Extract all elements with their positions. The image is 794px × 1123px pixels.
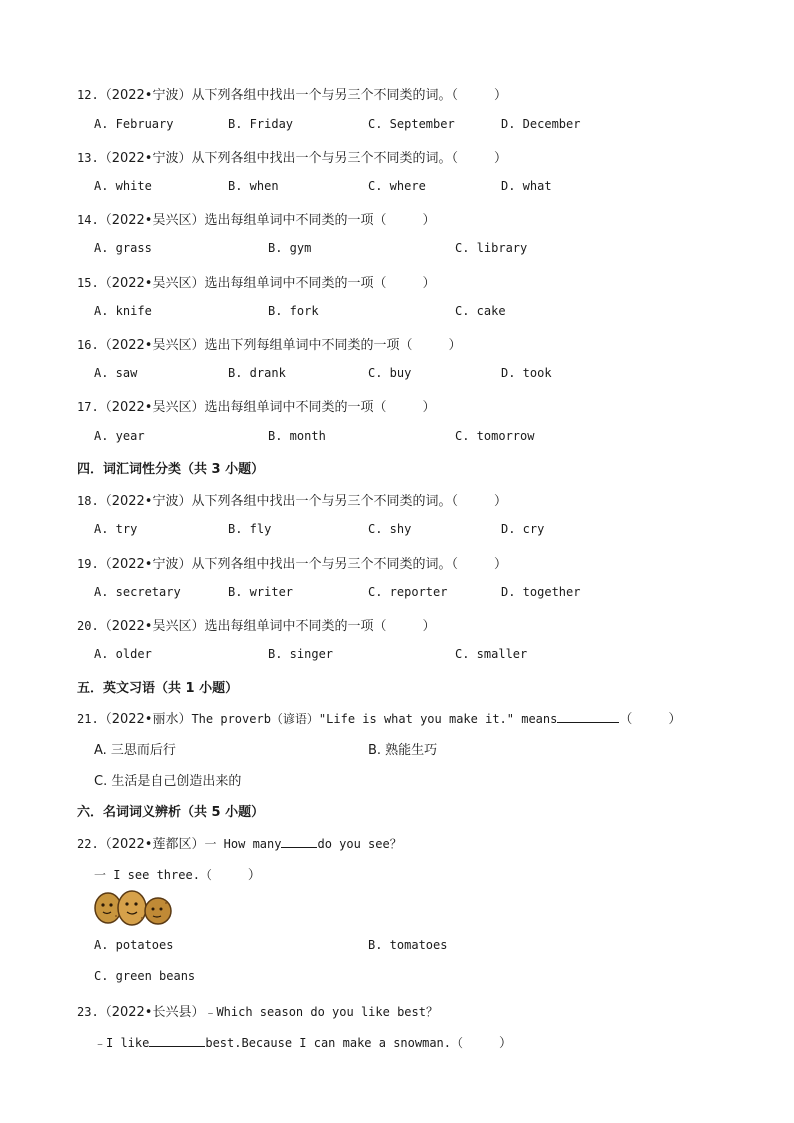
option-13-b[interactable]: B. when — [228, 179, 279, 193]
option-12-d[interactable]: D. December — [501, 117, 581, 131]
question-15: 15.（2022•吴兴区）选出每组单词中不同类的一项（ ） — [77, 276, 436, 291]
option-15-a[interactable]: A. knife — [94, 304, 152, 318]
section-heading-4: 四．词汇词性分类（共 3 小题） — [77, 462, 265, 477]
question-13: 13.（2022•宁波）从下列各组中找出一个与另三个不同类的词。（ ） — [77, 151, 507, 166]
option-18-b[interactable]: B. fly — [228, 522, 272, 536]
option-16-a[interactable]: A. saw — [94, 366, 138, 380]
question-20: 20.（2022•吴兴区）选出每组单词中不同类的一项（ ） — [77, 619, 436, 634]
question-22-answer: 一 I see three.（ ） — [94, 868, 261, 883]
option-16-c[interactable]: C. buy — [368, 366, 412, 380]
option-22-b[interactable]: B. tomatoes — [368, 938, 448, 952]
question-22: 22.（2022•莲都区）一 How many do you see？ — [77, 837, 402, 852]
option-21-b[interactable]: B. 熟能生巧 — [368, 743, 438, 758]
question-12: 12.（2022•宁波）从下列各组中找出一个与另三个不同类的词。（ ） — [77, 88, 507, 103]
option-18-d[interactable]: D. cry — [501, 522, 545, 536]
option-17-a[interactable]: A. year — [94, 429, 145, 443]
option-12-b[interactable]: B. Friday — [228, 117, 294, 131]
section-heading-6: 六．名词词义辨析（共 5 小题） — [77, 805, 265, 820]
question-18: 18.（2022•宁波）从下列各组中找出一个与另三个不同类的词。（ ） — [77, 494, 507, 509]
option-17-c[interactable]: C. tomorrow — [455, 429, 535, 443]
option-20-b[interactable]: B. singer — [268, 647, 334, 661]
option-18-a[interactable]: A. try — [94, 522, 138, 536]
potatoes-illustration-icon — [94, 888, 178, 928]
section-heading-5: 五．英文习语（共 1 小题） — [77, 681, 239, 696]
option-16-d[interactable]: D. took — [501, 366, 552, 380]
option-21-c[interactable]: C. 生活是自己创造出来的 — [94, 774, 242, 789]
option-20-c[interactable]: C. smaller — [455, 647, 528, 661]
option-20-a[interactable]: A. older — [94, 647, 152, 661]
option-14-a[interactable]: A. grass — [94, 241, 152, 255]
question-23: 23.（2022•长兴县）﹣Which season do you like best？ — [77, 1005, 438, 1020]
question-19: 19.（2022•宁波）从下列各组中找出一个与另三个不同类的词。（ ） — [77, 557, 507, 572]
option-13-a[interactable]: A. white — [94, 179, 152, 193]
option-16-b[interactable]: B. drank — [228, 366, 286, 380]
option-21-a[interactable]: A. 三思而后行 — [94, 743, 176, 758]
question-17: 17.（2022•吴兴区）选出每组单词中不同类的一项（ ） — [77, 400, 436, 415]
option-19-b[interactable]: B. writer — [228, 585, 294, 599]
option-13-d[interactable]: D. what — [501, 179, 552, 193]
question-21: 21.（2022•丽水）The proverb（谚语）"Life is what you make it." means （ ） — [77, 712, 682, 727]
option-17-b[interactable]: B. month — [268, 429, 326, 443]
answer-blank[interactable] — [149, 1035, 205, 1047]
option-14-c[interactable]: C. library — [455, 241, 528, 255]
question-14: 14.（2022•吴兴区）选出每组单词中不同类的一项（ ） — [77, 213, 436, 228]
question-16: 16.（2022•吴兴区）选出下列每组单词中不同类的一项（ ） — [77, 338, 462, 353]
option-14-b[interactable]: B. gym — [268, 241, 312, 255]
question-23-reply: ﹣I like best.Because I can make a snowman.（ ） — [94, 1036, 513, 1051]
option-22-a[interactable]: A. potatoes — [94, 938, 174, 952]
option-18-c[interactable]: C. shy — [368, 522, 412, 536]
option-13-c[interactable]: C. where — [368, 179, 426, 193]
option-15-b[interactable]: B. fork — [268, 304, 319, 318]
option-15-c[interactable]: C. cake — [455, 304, 506, 318]
option-12-a[interactable]: A. February — [94, 117, 174, 131]
option-19-d[interactable]: D. together — [501, 585, 581, 599]
answer-blank[interactable] — [281, 836, 317, 848]
option-19-a[interactable]: A. secretary — [94, 585, 181, 599]
answer-blank[interactable] — [557, 711, 619, 723]
option-12-c[interactable]: C. September — [368, 117, 455, 131]
option-22-c[interactable]: C. green beans — [94, 969, 196, 983]
option-19-c[interactable]: C. reporter — [368, 585, 448, 599]
